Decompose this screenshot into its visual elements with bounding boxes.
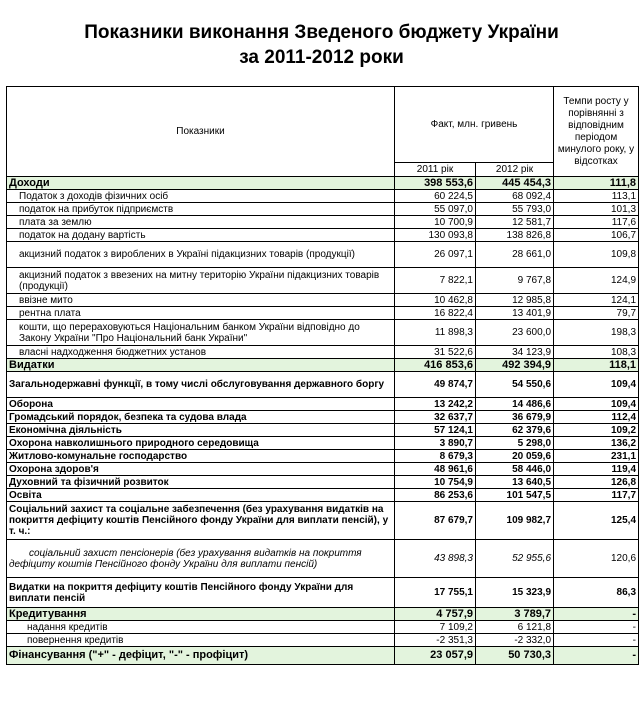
value-2011: 7 109,2 [395, 621, 476, 634]
value-2012: 9 767,8 [476, 268, 554, 294]
value-2012: 13 401,9 [476, 307, 554, 320]
value-2012: 14 486,6 [476, 398, 554, 411]
value-2012: -2 332,0 [476, 634, 554, 647]
value-2012: 445 454,3 [476, 177, 554, 190]
value-2012: 68 092,4 [476, 190, 554, 203]
growth-cell: 108,3 [554, 346, 639, 359]
row-label: Фінансування ("+" - дефіцит, "-" - профіцит) [7, 647, 395, 665]
row-label: Видатки [7, 359, 395, 372]
value-2011: 8 679,3 [395, 450, 476, 463]
value-2011: 4 757,9 [395, 608, 476, 621]
value-2012: 50 730,3 [476, 647, 554, 665]
row-label: соціальний захист пенсіонерів (без урахування видатків на покриття дефіциту коштів Пенсійного фонду України для виплати пенсій) [7, 540, 395, 578]
value-2011: 60 224,5 [395, 190, 476, 203]
value-2011: 31 522,6 [395, 346, 476, 359]
table-row [7, 229, 639, 242]
growth-cell: - [554, 634, 639, 647]
row-label: власні надходження бюджетних установ [7, 346, 395, 359]
table-row [7, 203, 639, 216]
value-2011: 13 242,2 [395, 398, 476, 411]
growth-cell: - [554, 621, 639, 634]
value-2011: 23 057,9 [395, 647, 476, 665]
table-row [7, 476, 639, 489]
header-growth: Темпи росту у порівнянні з відповідним періодом минулого року, у відсотках [554, 87, 639, 177]
table-row [7, 398, 639, 411]
table-row [7, 463, 639, 476]
row-label: Доходи [7, 177, 395, 190]
table-row [7, 489, 639, 502]
value-2011: 16 822,4 [395, 307, 476, 320]
value-2011: 10 754,9 [395, 476, 476, 489]
value-2011: 10 700,9 [395, 216, 476, 229]
value-2012: 23 600,0 [476, 320, 554, 346]
value-2011: 11 898,3 [395, 320, 476, 346]
value-2012: 13 640,5 [476, 476, 554, 489]
row-label: Податок з доходів фізичних осіб [7, 190, 395, 203]
value-2011: 32 637,7 [395, 411, 476, 424]
row-label: рентна плата [7, 307, 395, 320]
row-label: акцизний податок з вироблених в Україні підакцизних товарів (продукції) [7, 242, 395, 268]
value-2012: 54 550,6 [476, 372, 554, 398]
row-label: надання кредитів [7, 621, 395, 634]
header-year-2012: 2012 рік [476, 163, 554, 177]
value-2012: 138 826,8 [476, 229, 554, 242]
table-row [7, 578, 639, 608]
value-2012: 28 661,0 [476, 242, 554, 268]
growth-cell: 111,8 [554, 177, 639, 190]
value-2011: 55 097,0 [395, 203, 476, 216]
row-label: Оборона [7, 398, 395, 411]
value-2011: 10 462,8 [395, 294, 476, 307]
table-row [7, 320, 639, 346]
value-2012: 109 982,7 [476, 502, 554, 540]
growth-cell: 113,1 [554, 190, 639, 203]
growth-cell: 101,3 [554, 203, 639, 216]
header-fact: Факт, млн. гривень [395, 87, 554, 163]
growth-cell: 126,8 [554, 476, 639, 489]
table-row [7, 502, 639, 540]
growth-cell: 106,7 [554, 229, 639, 242]
value-2012: 3 789,7 [476, 608, 554, 621]
table-row [7, 540, 639, 578]
value-2011: 87 679,7 [395, 502, 476, 540]
growth-cell: 109,2 [554, 424, 639, 437]
row-label: Охорона здоров'я [7, 463, 395, 476]
value-2012: 62 379,6 [476, 424, 554, 437]
row-label: ввізне мито [7, 294, 395, 307]
row-label: Економічна діяльність [7, 424, 395, 437]
value-2012: 12 985,8 [476, 294, 554, 307]
growth-cell: 117,6 [554, 216, 639, 229]
value-2011: 130 093,8 [395, 229, 476, 242]
growth-cell: 136,2 [554, 437, 639, 450]
table-row [7, 359, 639, 372]
row-label: Видатки на покриття дефіциту коштів Пенсійного фонду України для виплати пенсій [7, 578, 395, 608]
row-label: Освіта [7, 489, 395, 502]
growth-cell: 124,1 [554, 294, 639, 307]
value-2012: 58 446,0 [476, 463, 554, 476]
growth-cell: - [554, 608, 639, 621]
value-2011: 17 755,1 [395, 578, 476, 608]
row-label: повернення кредитів [7, 634, 395, 647]
value-2012: 36 679,9 [476, 411, 554, 424]
growth-cell: 112,4 [554, 411, 639, 424]
growth-cell: - [554, 647, 639, 665]
growth-cell: 109,8 [554, 242, 639, 268]
row-label: кошти, що перераховуються Національним банком України відповідно до Закону України "Про Національний банк України" [7, 320, 395, 346]
growth-cell: 124,9 [554, 268, 639, 294]
header-year-2011: 2011 рік [395, 163, 476, 177]
growth-cell: 117,7 [554, 489, 639, 502]
value-2012: 52 955,6 [476, 540, 554, 578]
value-2012: 55 793,0 [476, 203, 554, 216]
title-line-2: за 2011-2012 роки [239, 47, 404, 68]
header-indicators: Показники [7, 87, 395, 177]
growth-cell: 125,4 [554, 502, 639, 540]
value-2011: 86 253,6 [395, 489, 476, 502]
row-label: податок на додану вартість [7, 229, 395, 242]
row-label: акцизний податок з ввезених на митну територію України підакцизних товарів (продукції) [7, 268, 395, 294]
table-row [7, 268, 639, 294]
growth-cell: 119,4 [554, 463, 639, 476]
row-label: Кредитування [7, 608, 395, 621]
row-label: Соціальний захист та соціальне забезпечення (без урахування видатків на покриття дефіциту коштів Пенсійного фонду України для виплати пенсій), у т. ч.: [7, 502, 395, 540]
table-row [7, 437, 639, 450]
page-title [0, 20, 643, 70]
value-2011: 49 874,7 [395, 372, 476, 398]
growth-cell: 120,6 [554, 540, 639, 578]
table-row [7, 621, 639, 634]
table-row [7, 294, 639, 307]
value-2011: -2 351,3 [395, 634, 476, 647]
value-2011: 416 853,6 [395, 359, 476, 372]
table-row [7, 190, 639, 203]
table-row [7, 242, 639, 268]
value-2012: 492 394,9 [476, 359, 554, 372]
growth-cell: 198,3 [554, 320, 639, 346]
value-2011: 43 898,3 [395, 540, 476, 578]
table-row [7, 424, 639, 437]
table-row [7, 634, 639, 647]
table-row [7, 450, 639, 463]
table-row [7, 411, 639, 424]
table-row [7, 372, 639, 398]
table-row [7, 307, 639, 320]
value-2012: 101 547,5 [476, 489, 554, 502]
value-2012: 20 059,6 [476, 450, 554, 463]
row-label: Охорона навколишнього природного середовища [7, 437, 395, 450]
value-2011: 48 961,6 [395, 463, 476, 476]
row-label: плата за землю [7, 216, 395, 229]
table-row [7, 647, 639, 665]
value-2012: 6 121,8 [476, 621, 554, 634]
table-row [7, 216, 639, 229]
header-row [7, 87, 639, 163]
title-line-1: Показники виконання Зведеного бюджету України [84, 22, 559, 43]
growth-cell: 86,3 [554, 578, 639, 608]
value-2011: 7 822,1 [395, 268, 476, 294]
value-2011: 26 097,1 [395, 242, 476, 268]
growth-cell: 118,1 [554, 359, 639, 372]
table-row [7, 608, 639, 621]
value-2012: 5 298,0 [476, 437, 554, 450]
value-2012: 34 123,9 [476, 346, 554, 359]
value-2012: 15 323,9 [476, 578, 554, 608]
growth-cell: 79,7 [554, 307, 639, 320]
value-2012: 12 581,7 [476, 216, 554, 229]
value-2011: 398 553,6 [395, 177, 476, 190]
value-2011: 57 124,1 [395, 424, 476, 437]
row-label: податок на прибуток підприємств [7, 203, 395, 216]
row-label: Громадський порядок, безпека та судова влада [7, 411, 395, 424]
growth-cell: 231,1 [554, 450, 639, 463]
growth-cell: 109,4 [554, 372, 639, 398]
growth-cell: 109,4 [554, 398, 639, 411]
row-label: Загальнодержавні функції, в тому числі обслуговування державного боргу [7, 372, 395, 398]
row-label: Житлово-комунальне господарство [7, 450, 395, 463]
budget-table [6, 86, 639, 665]
row-label: Духовний та фізичний розвиток [7, 476, 395, 489]
table-row [7, 346, 639, 359]
table-row [7, 177, 639, 190]
value-2011: 3 890,7 [395, 437, 476, 450]
